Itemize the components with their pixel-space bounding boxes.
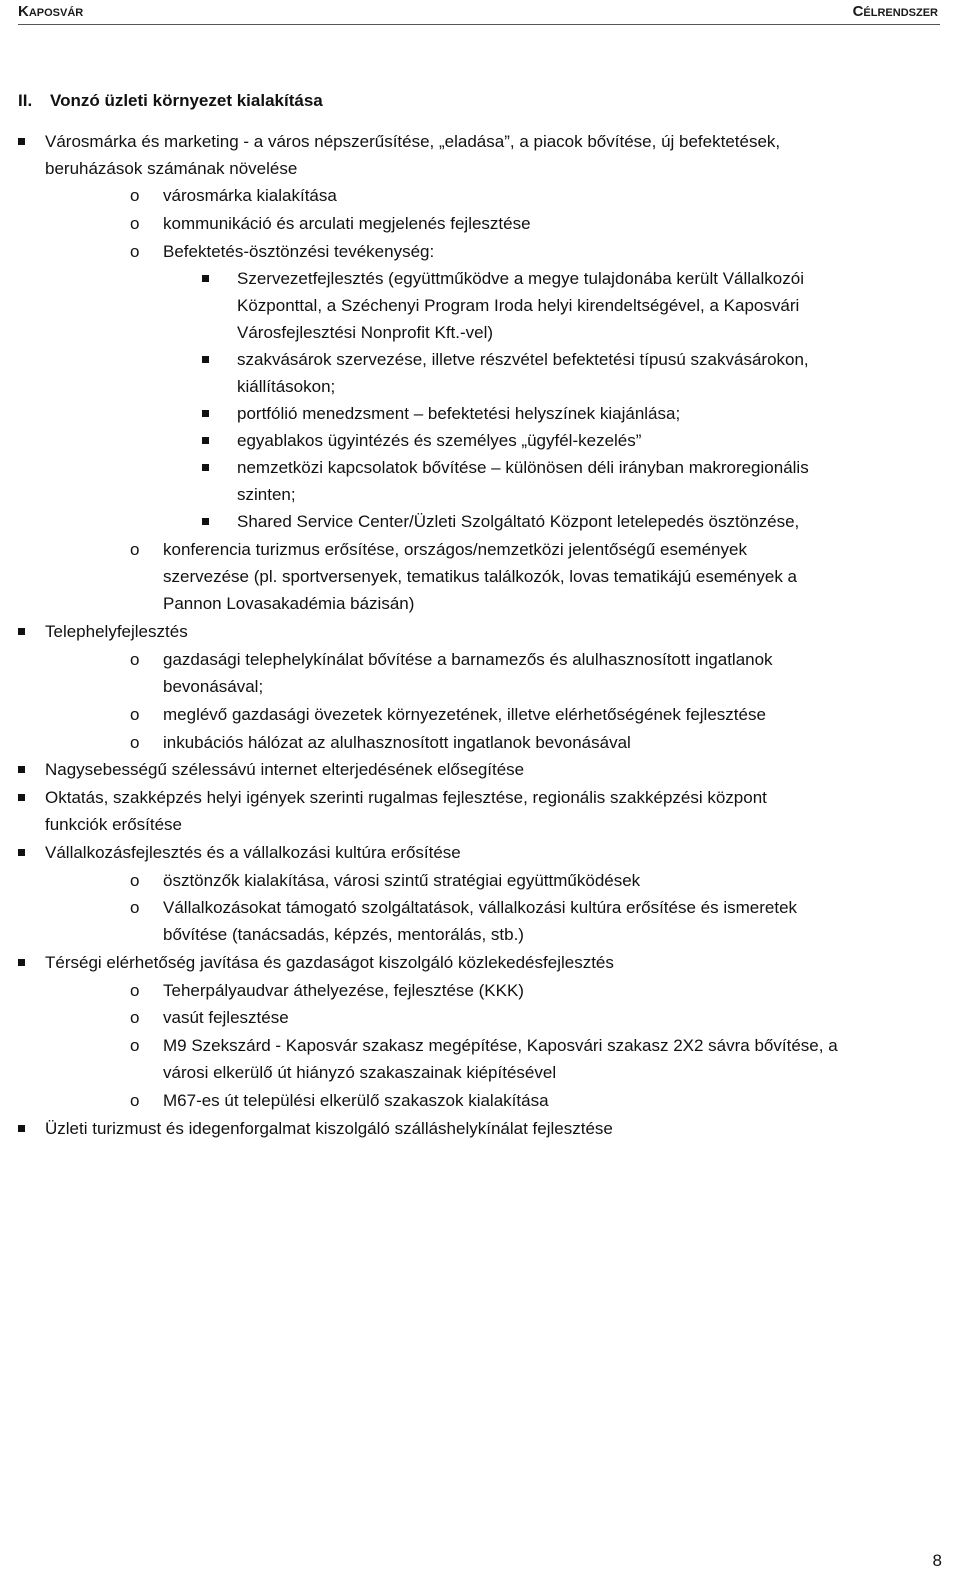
list-item-continued: városi elkerülő út hiányzó szakaszainak kiépítésével	[163, 1063, 557, 1082]
square-bullet-icon	[202, 356, 209, 363]
list-item: Térségi elérhetőség javítása és gazdaságot kiszolgáló közlekedésfejlesztés	[45, 953, 614, 972]
list-item-continued: beruházások számának növelése	[45, 159, 298, 178]
list-item: ösztönzők kialakítása, városi szintű stratégiai együttműködések	[163, 871, 641, 890]
circle-bullet-icon: o	[130, 540, 140, 559]
list-item: Nagysebességű szélessávú internet elterjedésének elősegítése	[45, 760, 525, 779]
square-bullet-icon	[18, 1125, 25, 1132]
list-item: portfólió menedzsment – befektetési helyszínek kiajánlása;	[237, 404, 681, 423]
square-bullet-icon	[202, 437, 209, 444]
square-bullet-icon	[18, 138, 25, 145]
circle-bullet-icon: o	[130, 733, 140, 752]
header-rule	[18, 24, 940, 25]
square-bullet-icon	[202, 518, 209, 525]
circle-bullet-icon: o	[130, 1036, 140, 1055]
square-bullet-icon	[18, 766, 25, 773]
running-header	[18, 3, 938, 23]
list-item: konferencia turizmus erősítése, országos/nemzetközi jelentőségű események	[163, 540, 747, 559]
list-item: Vállalkozásfejlesztés és a vállalkozási kultúra erősítése	[45, 843, 461, 862]
circle-bullet-icon: o	[130, 1008, 140, 1027]
square-bullet-icon	[18, 794, 25, 801]
list-item: Teherpályaudvar áthelyezése, fejlesztése (KKK)	[163, 981, 524, 1000]
square-bullet-icon	[202, 410, 209, 417]
section-number: II.	[18, 91, 33, 110]
square-bullet-icon	[18, 849, 25, 856]
list-item: gazdasági telephelykínálat bővítése a barnamezős és alulhasznosított ingatlanok	[163, 650, 773, 669]
list-item-continued: Központtal, a Széchenyi Program Iroda helyi kirendeltségével, a Kaposvári	[237, 296, 800, 315]
circle-bullet-icon: o	[130, 871, 140, 890]
list-item-continued: bevonásával;	[163, 677, 264, 696]
list-item: Üzleti turizmust és idegenforgalmat kiszolgáló szálláshelykínálat fejlesztése	[45, 1119, 613, 1138]
list-item: vasút fejlesztése	[163, 1008, 289, 1027]
square-bullet-icon	[18, 628, 25, 635]
list-item-continued: kiállításokon;	[237, 377, 336, 396]
square-bullet-icon	[202, 464, 209, 471]
list-item-continued: szervezése (pl. sportversenyek, tematikus találkozók, lovas tematikájú események a	[163, 567, 797, 586]
list-item: Városmárka és marketing - a város népszerűsítése, „eladása”, a piacok bővítése, új befektetések,	[45, 132, 781, 151]
circle-bullet-icon: o	[130, 705, 140, 724]
section-heading	[18, 91, 323, 111]
list-item: M9 Szekszárd - Kaposvár szakasz megépítése, Kaposvári szakasz 2X2 sávra bővítése, a	[163, 1036, 838, 1055]
header-city: Kaposvár	[18, 3, 84, 20]
list-item: Shared Service Center/Üzleti Szolgáltató Központ letelepedés ösztönzése,	[237, 512, 800, 531]
header-section: Célrendszer	[852, 3, 938, 20]
list-item: egyablakos ügyintézés és személyes „ügyfél-kezelés”	[237, 431, 642, 450]
list-item: Oktatás, szakképzés helyi igények szerinti rugalmas fejlesztése, regionális szakképzési központ	[45, 788, 767, 807]
circle-bullet-icon: o	[130, 981, 140, 1000]
list-item-continued: szinten;	[237, 485, 296, 504]
list-item: Telephelyfejlesztés	[45, 622, 188, 641]
list-item: Szervezetfejlesztés (együttműködve a megye tulajdonába került Vállalkozói	[237, 269, 804, 288]
section-title: Vonzó üzleti környezet kialakítása	[50, 91, 323, 110]
list-item: szakvásárok szervezése, illetve részvétel befektetési típusú szakvásárokon,	[237, 350, 809, 369]
list-item-continued: bővítése (tanácsadás, képzés, mentorálás, stb.)	[163, 925, 524, 944]
list-item: városmárka kialakítása	[163, 186, 337, 205]
circle-bullet-icon: o	[130, 1091, 140, 1110]
page-number: 8	[932, 1551, 942, 1570]
list-item-continued: funkciók erősítése	[45, 815, 183, 834]
square-bullet-icon	[18, 959, 25, 966]
list-item-continued: Városfejlesztési Nonprofit Kft.-vel)	[237, 323, 494, 342]
circle-bullet-icon: o	[130, 242, 140, 261]
circle-bullet-icon: o	[130, 650, 140, 669]
list-item: Befektetés-ösztönzési tevékenység:	[163, 242, 435, 261]
list-item: Vállalkozásokat támogató szolgáltatások, vállalkozási kultúra erősítése és ismeretek	[163, 898, 798, 917]
list-item-continued: Pannon Lovasakadémia bázisán)	[163, 594, 415, 613]
list-item: inkubációs hálózat az alulhasznosított ingatlanok bevonásával	[163, 733, 631, 752]
list-item: M67-es út települési elkerülő szakaszok kialakítása	[163, 1091, 549, 1110]
circle-bullet-icon: o	[130, 898, 140, 917]
circle-bullet-icon: o	[130, 214, 140, 233]
list-item: meglévő gazdasági övezetek környezetének, illetve elérhetőségének fejlesztése	[163, 705, 766, 724]
circle-bullet-icon: o	[130, 186, 140, 205]
list-item: nemzetközi kapcsolatok bővítése – különösen déli irányban makroregionális	[237, 458, 809, 477]
square-bullet-icon	[202, 275, 209, 282]
list-item: kommunikáció és arculati megjelenés fejlesztése	[163, 214, 531, 233]
